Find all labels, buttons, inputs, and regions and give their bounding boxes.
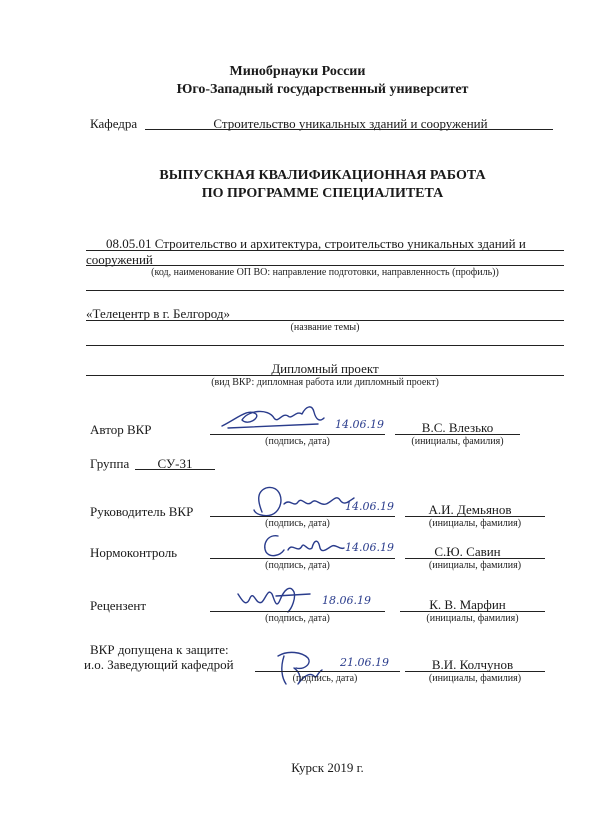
normcontrol-label: Нормоконтроль — [90, 545, 178, 560]
document-title-line2: ПО ПРОГРАММЕ СПЕЦИАЛИТЕТА — [201, 186, 444, 201]
admission-head-label: и.о. Заведующий кафедрой — [84, 657, 234, 672]
normcontrol-name-line — [405, 558, 545, 559]
admission-name-caption: (инициалы, фамилия) — [428, 673, 522, 684]
program-underline-2 — [86, 265, 564, 266]
program-line1: 08.05.01 Строительство и архитектура, строительство уникальных зданий и — [106, 236, 526, 251]
work-type-underline — [86, 375, 564, 376]
department-underline — [145, 129, 553, 130]
author-sign-caption: (подпись, дата) — [265, 436, 330, 447]
admission-label: ВКР допущена к защите: — [90, 642, 229, 657]
reviewer-sign-line — [210, 611, 385, 612]
supervisor-sign-date: 14.06.19 — [345, 500, 394, 513]
program-underline-1 — [86, 250, 564, 251]
reviewer-sign-caption: (подпись, дата) — [265, 613, 330, 624]
reviewer-name-line — [400, 611, 545, 612]
department-label: Кафедра — [90, 116, 138, 131]
author-name: В.С. Влезько — [421, 420, 494, 435]
normcontrol-sign-caption: (подпись, дата) — [265, 560, 330, 571]
program-caption: (код, наименование ОП ВО: направление подготовки, направленность (профиль)) — [151, 267, 499, 278]
supervisor-name-line — [405, 516, 545, 517]
group-underline — [135, 469, 215, 470]
author-name-line — [395, 434, 520, 435]
topic-underline-2 — [86, 345, 564, 346]
supervisor-label: Руководитель ВКР — [90, 504, 194, 519]
department-value: Строительство уникальных зданий и сооружений — [213, 116, 488, 131]
supervisor-name: А.И. Демьянов — [428, 502, 512, 517]
group-label: Группа — [90, 456, 130, 471]
author-sign-line — [210, 434, 385, 435]
author-signature — [218, 398, 328, 434]
author-sign-date: 14.06.19 — [335, 418, 384, 431]
topic-value: «Телецентр в г. Белгород» — [86, 306, 230, 321]
reviewer-sign-date: 18.06.19 — [322, 594, 371, 607]
city-year: Курск 2019 г. — [291, 760, 364, 775]
work-type-caption: (вид ВКР: дипломная работа или дипломный проект) — [211, 377, 439, 388]
admission-sign-line — [255, 671, 400, 672]
work-type-value: Дипломный проект — [271, 361, 379, 376]
normcontrol-signature — [258, 528, 348, 562]
supervisor-sign-line — [210, 516, 395, 517]
normcontrol-sign-line — [210, 558, 395, 559]
admission-name: В.И. Колчунов — [431, 657, 514, 672]
reviewer-name-caption: (инициалы, фамилия) — [426, 613, 519, 624]
topic-caption: (название темы) — [290, 322, 360, 333]
reviewer-label: Рецензент — [90, 598, 147, 613]
program-line2: сооружений — [86, 252, 153, 267]
supervisor-name-caption: (инициалы, фамилия) — [428, 518, 522, 529]
normcontrol-name: С.Ю. Савин — [434, 544, 501, 559]
topic-underline-1 — [86, 320, 564, 321]
admission-name-line — [405, 671, 545, 672]
university-name: Юго-Западный государственный университет — [176, 82, 469, 97]
admission-sign-date: 21.06.19 — [340, 656, 389, 669]
document-title-line1: ВЫПУСКНАЯ КВАЛИФИКАЦИОННАЯ РАБОТА — [159, 168, 486, 183]
program-underline-3 — [86, 290, 564, 291]
supervisor-sign-caption: (подпись, дата) — [265, 518, 330, 529]
author-name-caption: (инициалы, фамилия) — [411, 436, 504, 447]
normcontrol-sign-date: 14.06.19 — [345, 541, 394, 554]
reviewer-name: К. В. Марфин — [429, 597, 506, 612]
normcontrol-name-caption: (инициалы, фамилия) — [428, 560, 522, 571]
admission-sign-caption: (подпись, дата) — [292, 673, 358, 684]
author-label: Автор ВКР — [90, 422, 152, 437]
ministry-name: Минобрнауки России — [229, 64, 366, 79]
group-value: СУ-31 — [157, 456, 193, 471]
